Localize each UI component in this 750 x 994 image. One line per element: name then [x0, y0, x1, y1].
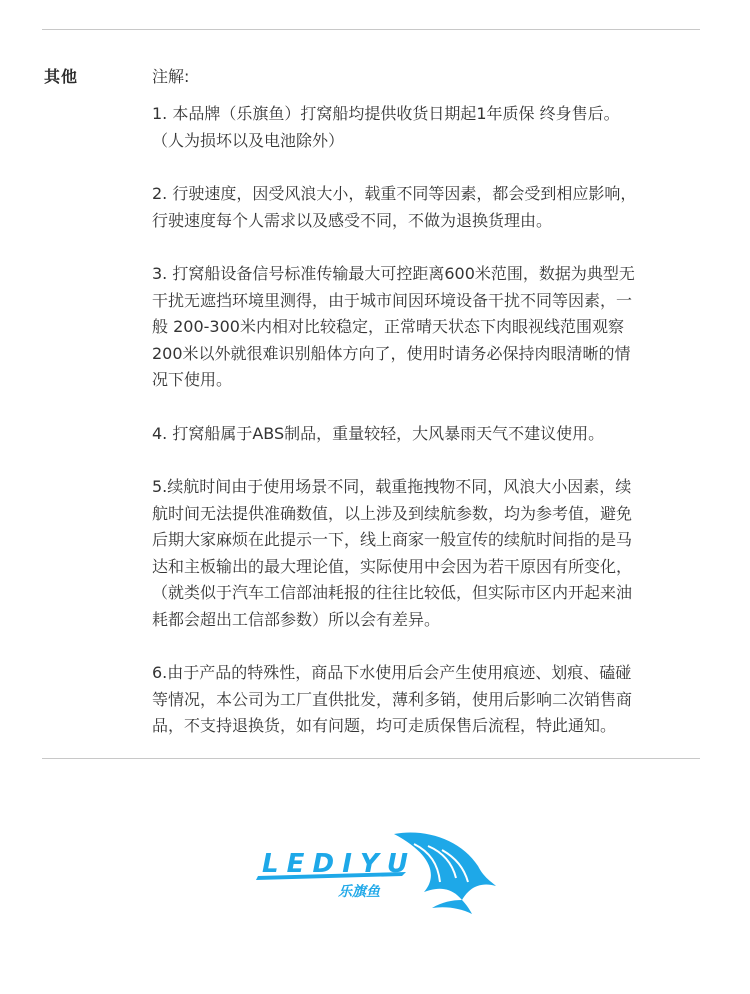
logo-chinese-name: 乐旗鱼 — [338, 884, 380, 900]
note-2 — [152, 181, 700, 234]
top-divider — [42, 29, 700, 30]
note-line: 2. 行驶速度，因受风浪大小，载重不同等因素，都会受到相应影响， — [152, 184, 637, 203]
note-5 — [152, 474, 700, 633]
notes-list — [152, 101, 700, 767]
note-line: 品，不支持退换货，如有问题，均可走质保售后流程，特此通知。 — [152, 716, 617, 735]
logo-wordmark: LEDIYU — [262, 849, 412, 879]
note-line: 等情况，本公司为工厂直供批发，薄利多销，使用后影响二次销售商 — [152, 689, 633, 709]
note-line: 耗都会超出工信部参数）所以会有差异。 — [152, 609, 441, 629]
note-line: 行驶速度每个人需求以及感受不同，不做为退换货理由。 — [152, 210, 553, 230]
note-line: 后期大家麻烦在此提示一下，线上商家一般宣传的续航时间指的是马 — [152, 530, 633, 549]
note-line: 200米以外就很难识别船体方向了，使用时请务必保持肉眼清晰的情 — [152, 343, 631, 363]
note-line: 4. 打窝船属于ABS制品，重量较轻，大风暴雨天气不建议使用。 — [152, 423, 605, 443]
note-line: 3. 打窝船设备信号标准传输最大可控距离600米范围，数据为典型无 — [152, 264, 635, 283]
note-line: 般 200-300米内相对比较稳定，正常晴天状态下肉眼视线范围观察 — [152, 317, 624, 336]
notes-heading: 注解: — [152, 67, 190, 86]
note-line: 况下使用。 — [152, 370, 233, 389]
note-3 — [152, 261, 700, 394]
brand-logo — [256, 826, 498, 916]
note-line: （就类似于汽车工信部油耗报的往往比较低，但实际市区内开起来油 — [152, 583, 633, 602]
note-line: 航时间无法提供准确数值，以上涉及到续航参数，均为参考值，避免 — [152, 503, 633, 523]
sailfish-logo-icon — [256, 826, 498, 916]
bottom-divider — [42, 758, 700, 759]
note-line: 干扰无遮挡环境里测得，由于城市间因环境设备干扰不同等因素，一 — [152, 290, 633, 310]
note-line: 达和主板输出的最大理论值，实际使用中会因为若干原因有所变化， — [152, 556, 633, 576]
note-4 — [152, 421, 700, 448]
note-line: 5.续航时间由于使用场景不同，载重拖拽物不同，风浪大小因素，续 — [152, 477, 632, 496]
note-1 — [152, 101, 700, 154]
section-label: 其他 — [44, 67, 79, 86]
note-line: 1. 本品牌（乐旗鱼）打窝船均提供收货日期起1年质保 终身售后。 — [152, 104, 620, 123]
note-line: 6.由于产品的特殊性，商品下水使用后会产生使用痕迹、划痕、磕碰 — [152, 663, 632, 682]
note-6 — [152, 660, 700, 740]
note-line: （人为损坏以及电池除外） — [152, 130, 345, 150]
